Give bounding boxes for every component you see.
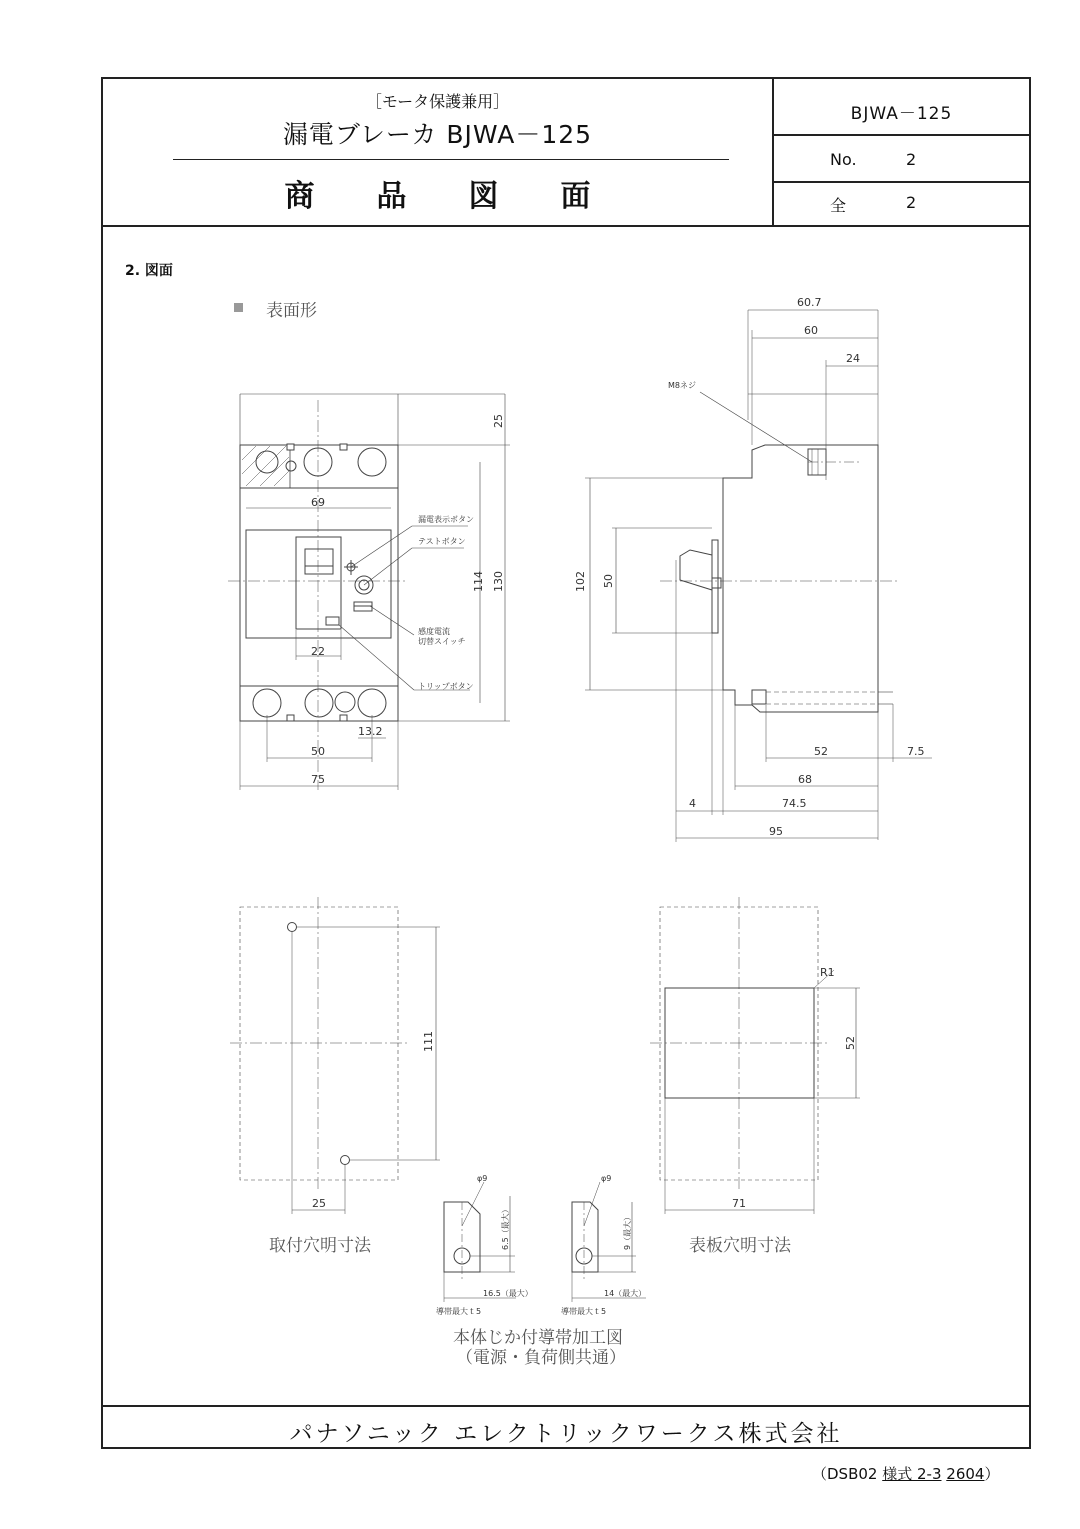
footer-bar xyxy=(103,1405,1029,1449)
form-prefix: （DSB02 xyxy=(812,1465,883,1483)
section-heading: 2. 図面 xyxy=(125,263,173,279)
dim-6-5: 6.5（最大） xyxy=(501,1205,510,1250)
terminal-bottom-3 xyxy=(358,689,386,717)
dim-14: 14（最大） xyxy=(604,1289,647,1298)
dim-111: 111 xyxy=(422,1031,435,1052)
busbar-view-b xyxy=(572,1182,646,1302)
dim-50-front: 50 xyxy=(311,745,325,758)
label-test-button: テストボタン xyxy=(418,537,466,546)
dim-25-top: 25 xyxy=(492,414,505,428)
form-code: 2604 xyxy=(946,1465,985,1483)
dim-50-side: 50 xyxy=(602,574,615,588)
dim-114: 114 xyxy=(472,571,485,592)
sheet-number-label: No. xyxy=(830,150,857,169)
front-body-outline xyxy=(240,445,398,721)
label-r1: R1 xyxy=(820,966,835,979)
front-view xyxy=(228,303,510,790)
dim-25-mount: 25 xyxy=(312,1197,326,1210)
panel-cutout-view xyxy=(650,897,860,1214)
mounting-hole-view xyxy=(230,897,440,1214)
label-sensitivity-2: 切替スイッチ xyxy=(418,637,466,646)
form-suffix: ） xyxy=(984,1465,1000,1483)
dim-13-2: 13.2 xyxy=(358,725,383,738)
label-sensitivity-1: 感度電流 xyxy=(418,627,450,636)
dim-130: 130 xyxy=(492,571,505,592)
handle-window xyxy=(296,537,341,629)
form-number xyxy=(812,1463,999,1484)
model-number: BJWA－125 xyxy=(850,104,953,124)
dim-95: 95 xyxy=(769,825,783,838)
busbar-caption: 本体じか付導帯加工図 xyxy=(453,1328,623,1348)
dim-102: 102 xyxy=(574,571,587,592)
busbar-caption-sub: （電源・負荷側共通） xyxy=(456,1348,626,1368)
dim-9: 9（最大） xyxy=(623,1212,632,1250)
terminal-bottom-aux xyxy=(335,692,355,712)
label-m8-screw: M8ネジ xyxy=(668,381,696,390)
side-body-outline xyxy=(723,445,878,712)
dim-phi9-b: φ9 xyxy=(601,1174,612,1183)
subtitle: ［モータ保護兼用］ xyxy=(365,92,510,111)
dim-24: 24 xyxy=(846,352,860,365)
label-leak-indicator: 漏電表示ボタン xyxy=(418,515,474,524)
front-view-caption: 表面形 xyxy=(266,301,317,321)
label-trip-button: トリップボタン xyxy=(418,682,474,691)
label-busbar-max-b: 導帯最大ｔ5 xyxy=(561,1307,607,1316)
company-name: パナソニック エレクトリックワークス株式会社 xyxy=(289,1421,843,1447)
dim-16-5: 16.5（最大） xyxy=(483,1289,533,1298)
view-marker-icon xyxy=(234,303,243,312)
terminal-bottom-1 xyxy=(253,689,281,717)
dim-75: 75 xyxy=(311,773,325,786)
document-kind: 商品図面 xyxy=(284,179,653,214)
mount-caption: 取付穴明寸法 xyxy=(269,1236,371,1256)
dim-60-7: 60.7 xyxy=(797,296,822,309)
terminal-bottom-2 xyxy=(305,689,333,717)
terminal-top-1 xyxy=(256,451,278,473)
dim-phi9-a: φ9 xyxy=(477,1174,488,1183)
mount-hole-top xyxy=(288,923,297,932)
dim-60: 60 xyxy=(804,324,818,337)
dim-22: 22 xyxy=(311,645,325,658)
dim-52-side: 52 xyxy=(814,745,828,758)
panel-caption: 表板穴明寸法 xyxy=(689,1236,791,1256)
dim-71: 71 xyxy=(732,1197,746,1210)
dim-69: 69 xyxy=(311,496,325,509)
form-style: 様式 2-3 xyxy=(882,1465,942,1483)
dim-52-panel: 52 xyxy=(844,1036,857,1050)
side-view xyxy=(585,310,932,842)
sheet-total-value: 2 xyxy=(906,193,917,212)
terminal-top-3 xyxy=(358,448,386,476)
label-busbar-max-a: 導帯最大ｔ5 xyxy=(436,1307,482,1316)
dim-68: 68 xyxy=(798,773,812,786)
mount-outline xyxy=(240,907,398,1180)
sheet-total-label: 全 xyxy=(830,196,847,215)
dim-74-5: 74.5 xyxy=(782,797,807,810)
mount-hole-bottom xyxy=(341,1156,350,1165)
sheet-number-value: 2 xyxy=(906,150,917,169)
dim-4: 4 xyxy=(689,797,696,810)
dim-7-5: 7.5 xyxy=(907,745,925,758)
operating-handle xyxy=(305,549,333,574)
product-title: 漏電ブレーカ BJWA－125 xyxy=(282,120,593,149)
